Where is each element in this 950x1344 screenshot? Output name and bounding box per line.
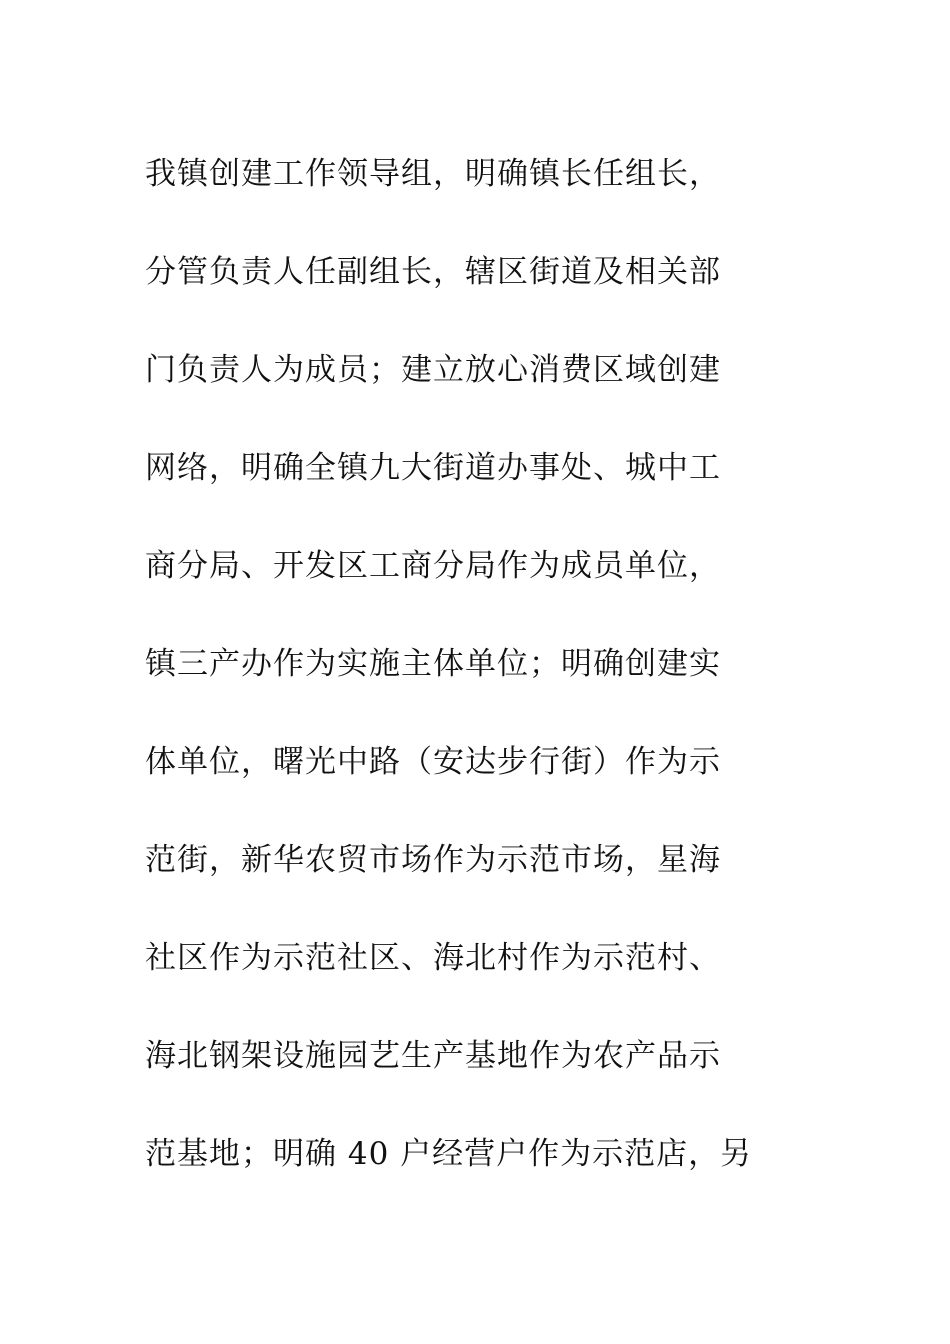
text-line-5: 商分局、开发区工商分局作为成员单位，	[145, 548, 721, 584]
text-line-4: 网络，明确全镇九大街道办事处、城中工	[145, 450, 721, 486]
text-line-7: 体单位，曙光中路（安达步行街）作为示	[145, 744, 721, 780]
text-line-2: 分管负责人任副组长，辖区街道及相关部	[145, 254, 721, 290]
text-line-11: 范基地；明确 40 户经营户作为示范店，另	[145, 1136, 753, 1172]
text-line-9: 社区作为示范社区、海北村作为示范村、	[145, 940, 721, 976]
text-line-8: 范街，新华农贸市场作为示范市场，星海	[145, 842, 721, 878]
text-line-1: 我镇创建工作领导组，明确镇长任组长，	[145, 156, 721, 192]
body-paragraph	[145, 125, 805, 1203]
text-line-3: 门负责人为成员；建立放心消费区域创建	[145, 352, 721, 388]
text-line-10: 海北钢架设施园艺生产基地作为农产品示	[145, 1038, 721, 1074]
text-line-6: 镇三产办作为实施主体单位；明确创建实	[145, 646, 721, 682]
